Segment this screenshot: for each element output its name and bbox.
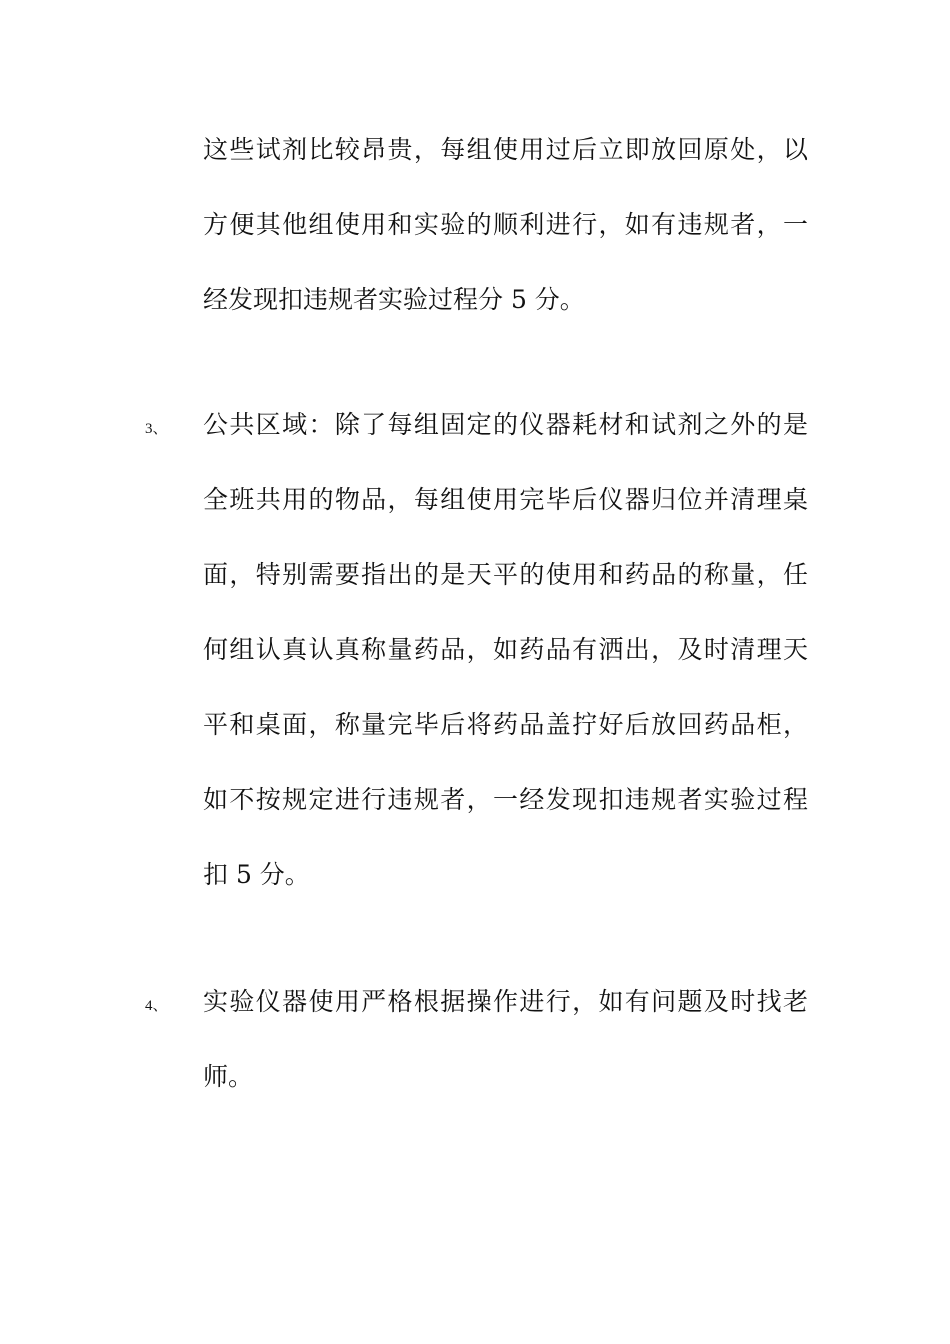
list-item-4-line: 师。 (203, 1062, 254, 1091)
list-marker-3: 3、 (145, 421, 168, 437)
list-item-3-line: 全班共用的物品，每组使用完毕后仪器归位并清理桌 (203, 485, 808, 514)
list-item-3-line: 何组认真认真称量药品，如药品有洒出，及时清理天 (203, 635, 808, 664)
list-marker-4: 4、 (145, 998, 168, 1014)
paragraph-line: 方便其他组使用和实验的顺利进行，如有违规者，一 (203, 210, 808, 239)
list-item-3-line: 公共区域：除了每组固定的仪器耗材和试剂之外的是 (203, 410, 808, 439)
paragraph-line: 这些试剂比较昂贵，每组使用过后立即放回原处，以 (203, 135, 808, 164)
paragraph-line: 经发现扣违规者实验过程分 5 分。 (203, 285, 585, 314)
list-item-4-line: 实验仪器使用严格根据操作进行，如有问题及时找老 (203, 987, 808, 1016)
list-item-3-line: 平和桌面，称量完毕后将药品盖拧好后放回药品柜， (203, 710, 808, 739)
list-item-3-line: 面，特别需要指出的是天平的使用和药品的称量，任 (203, 560, 808, 589)
list-item-3-line: 扣 5 分。 (203, 860, 310, 889)
list-item-3-line: 如不按规定进行违规者，一经发现扣违规者实验过程 (203, 785, 808, 814)
